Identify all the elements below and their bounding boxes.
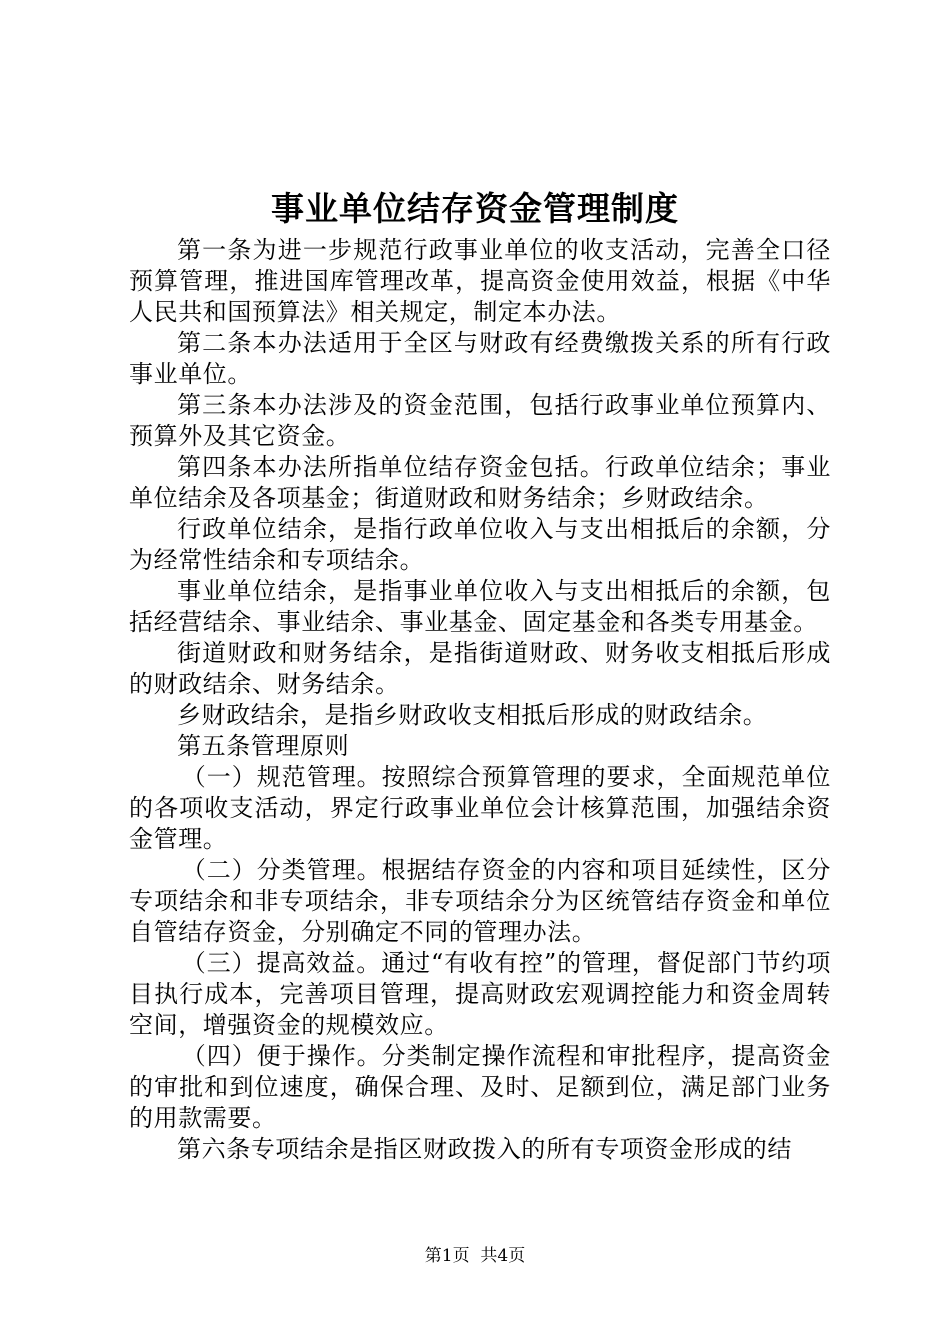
paragraph-institution-surplus: 事业单位结余，是指事业单位收入与支出相抵后的余额，包括经营结余、事业结余、事业基金、固定基金和各类专用基金。 (129, 577, 831, 636)
paragraph-admin-surplus: 行政单位结余，是指行政单位收入与支出相抵后的余额，分为经常性结余和专项结余。 (129, 515, 831, 574)
page-footer: 第1页 共4页 (424, 1246, 526, 1266)
paragraph-article-6: 第六条专项结余是指区财政拨入的所有专项资金形成的结 (177, 1135, 792, 1163)
paragraph-township-surplus: 乡财政结余，是指乡财政收支相抵后形成的财政结余。 (177, 701, 768, 729)
paragraph-principle-1: （一）规范管理。按照综合预算管理的要求，全面规范单位的各项收支活动，界定行政事业单位会计核算范围，加强结余资金管理。 (129, 763, 831, 853)
paragraph-article-3: 第三条本办法涉及的资金范围，包括行政事业单位预算内、预算外及其它资金。 (129, 391, 831, 450)
paragraph-street-surplus: 街道财政和财务结余，是指街道财政、财务收支相抵后形成的财政结余、财务结余。 (129, 639, 831, 698)
paragraph-article-4: 第四条本办法所指单位结存资金包括。行政单位结余；事业单位结余及各项基金；街道财政和财务结余；乡财政结余。 (129, 453, 831, 512)
document-title: 事业单位结存资金管理制度 (271, 189, 679, 228)
paragraph-principle-2: （二）分类管理。根据结存资金的内容和项目延续性，区分专项结余和非专项结余，非专项结余分为区统管结存资金和单位自管结存资金，分别确定不同的管理办法。 (129, 856, 831, 946)
paragraph-article-2: 第二条本办法适用于全区与财政有经费缴拨关系的所有行政事业单位。 (129, 329, 831, 388)
paragraph-principle-3: （三）提高效益。通过“有收有控”的管理，督促部门节约项目执行成本，完善项目管理，提高财政宏观调控能力和资金周转空间，增强资金的规模效应。 (129, 949, 831, 1039)
paragraph-article-1: 第一条为进一步规范行政事业单位的收支活动，完善全口径预算管理，推进国库管理改革，提高资金使用效益，根据《中华人民共和国预算法》相关规定，制定本办法。 (129, 236, 831, 326)
paragraph-article-5: 第五条管理原则 (177, 732, 350, 760)
document-body (129, 235, 831, 1165)
paragraph-principle-4: （四）便于操作。分类制定操作流程和审批程序，提高资金的审批和到位速度，确保合理、及时、足额到位，满足部门业务的用款需要。 (129, 1042, 831, 1132)
